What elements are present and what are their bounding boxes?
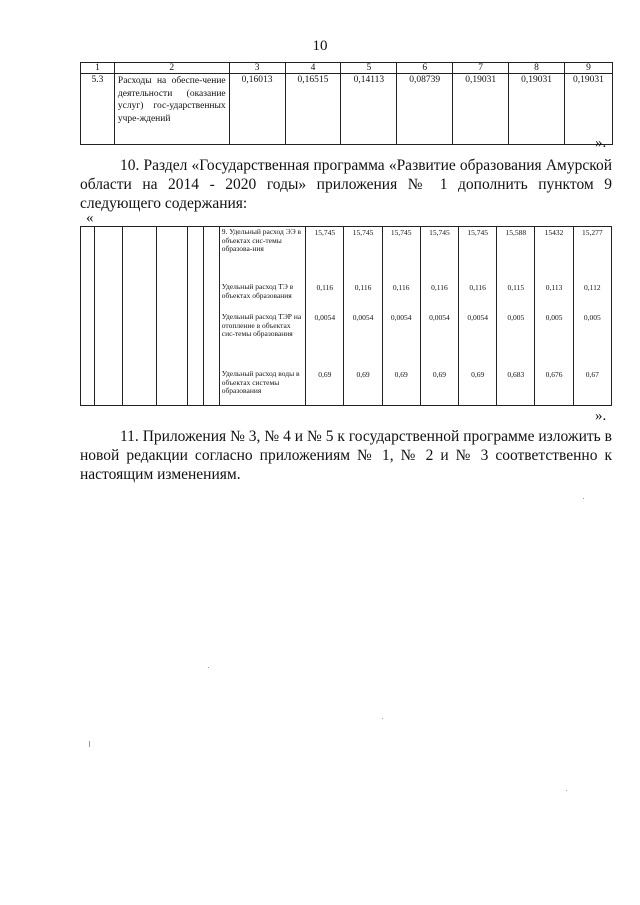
value-cell: 0,16515 xyxy=(285,74,341,145)
value-cell: 0,0054 xyxy=(314,313,336,322)
col-header: 1 xyxy=(81,63,115,74)
value-cell: 0,19031 xyxy=(453,74,509,145)
col-header: 9 xyxy=(564,63,612,74)
value-cell: 15,745 xyxy=(390,228,412,237)
empty-cell xyxy=(123,227,157,406)
value-cell: 0,19031 xyxy=(509,74,565,145)
scan-speck xyxy=(208,667,209,668)
table-header-row xyxy=(81,63,613,74)
value-column xyxy=(459,227,497,406)
value-cell: 0,69 xyxy=(394,370,408,379)
row-description: Расходы на обеспе-чение деятельности (оказание услуг) гос-ударственных учре-ждений xyxy=(114,74,229,145)
opening-quote: « xyxy=(86,210,94,226)
paragraph-11-text: 11. Приложения № 3, № 4 и № 5 к государственной программе изложить в новой редакции согласно приложениям № 1, № 2 и № 3 соответственно к настоящим изменениям. xyxy=(80,428,612,483)
value-cell: 0,19031 xyxy=(564,74,612,145)
scan-speck xyxy=(566,790,567,791)
table-row xyxy=(81,74,613,145)
value-column xyxy=(420,227,458,406)
indicator-label: Удельный расход воды в объектах системы образования xyxy=(221,369,300,395)
empty-cell xyxy=(187,227,203,406)
value-cell: 15,277 xyxy=(582,228,603,237)
value-cell: 0,0054 xyxy=(352,313,374,322)
value-column xyxy=(497,227,535,406)
continued-table xyxy=(80,62,613,145)
scan-speck xyxy=(382,718,383,719)
page-number: 10 xyxy=(312,38,328,54)
scan-speck xyxy=(89,741,90,747)
paragraph-10 xyxy=(80,156,612,213)
value-cell: 0,0054 xyxy=(467,313,488,322)
indicator-label: Удельный расход ТЭ в объектах образования xyxy=(221,282,294,300)
insert-table xyxy=(80,226,612,406)
value-cell: 0,116 xyxy=(392,283,410,292)
indicator-label: Удельный расход ТЭР на отопление в объектах сис-темы образования xyxy=(221,312,302,338)
empty-cell xyxy=(95,227,123,406)
value-cell: 0,69 xyxy=(356,370,370,379)
value-cell: 15432 xyxy=(544,228,564,237)
table-row xyxy=(81,227,612,406)
value-column xyxy=(382,227,420,406)
value-cell: 0,67 xyxy=(585,370,599,379)
empty-cell xyxy=(203,227,219,406)
value-cell: 0,0054 xyxy=(429,313,450,322)
value-cell: 0,69 xyxy=(432,370,446,379)
value-cell: 0,0054 xyxy=(390,313,412,322)
value-cell: 0,16013 xyxy=(229,74,285,145)
value-cell: 15,588 xyxy=(505,228,527,237)
value-cell: 15,745 xyxy=(352,228,374,237)
value-cell: 0,676 xyxy=(545,370,563,379)
closing-quote: ». xyxy=(595,135,607,151)
row-number: 5.3 xyxy=(81,74,115,145)
value-cell: 15,745 xyxy=(467,228,488,237)
col-header: 7 xyxy=(453,63,509,74)
value-column xyxy=(535,227,573,406)
col-header: 6 xyxy=(397,63,453,74)
value-column xyxy=(306,227,344,406)
paragraph-11 xyxy=(80,427,612,484)
scan-speck xyxy=(583,498,584,499)
col-header: 8 xyxy=(509,63,565,74)
closing-quote: ». xyxy=(595,408,607,424)
col-header: 4 xyxy=(285,63,341,74)
col-header: 3 xyxy=(229,63,285,74)
value-cell: 0,116 xyxy=(431,283,448,292)
value-cell: 0,005 xyxy=(545,313,563,322)
indicator-label: 9. Удельный расход ЭЭ в объектах сис-темы образова-ния xyxy=(221,227,302,253)
value-cell: 15,745 xyxy=(314,228,336,237)
value-cell: 0,116 xyxy=(354,283,372,292)
value-cell: 0,112 xyxy=(584,283,601,292)
col-header: 2 xyxy=(114,63,229,74)
value-cell: 0,113 xyxy=(545,283,563,292)
value-cell: 0,005 xyxy=(583,313,601,322)
value-cell: 15,745 xyxy=(429,228,450,237)
value-cell: 0,69 xyxy=(318,370,332,379)
value-cell: 0,683 xyxy=(507,370,525,379)
value-cell: 0,69 xyxy=(471,370,485,379)
empty-cell xyxy=(157,227,187,406)
paragraph-10-text: 10. Раздел «Государственная программа «Развитие образования Амурской области на 2014 - 2020 годы» приложения № 1 дополнить пунктом 9 следующего содержания: xyxy=(80,157,612,212)
value-cell: 0,116 xyxy=(316,283,334,292)
value-cell: 0,08739 xyxy=(397,74,453,145)
value-cell: 0,005 xyxy=(507,313,525,322)
value-column xyxy=(344,227,382,406)
empty-cell xyxy=(81,227,95,406)
col-header: 5 xyxy=(341,63,397,74)
value-cell: 0,116 xyxy=(469,283,486,292)
value-column xyxy=(573,227,611,406)
value-cell: 0,14113 xyxy=(341,74,397,145)
value-cell: 0,115 xyxy=(507,283,525,292)
indicator-cell xyxy=(219,227,305,406)
